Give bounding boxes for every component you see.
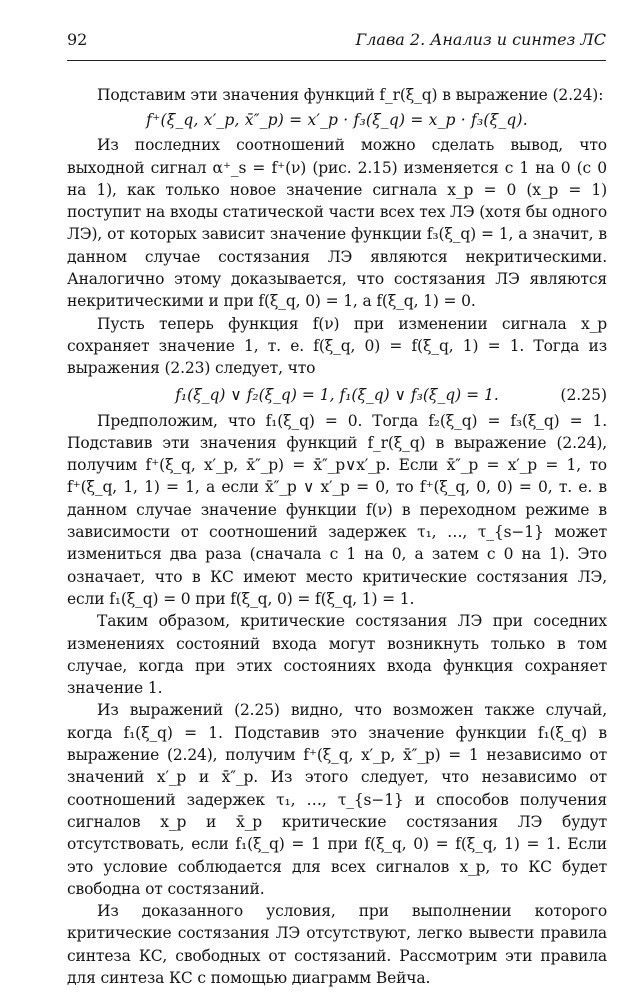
running-header [67, 30, 606, 49]
equation-2-25: f₁(ξ_q) ∨ f₂(ξ_q) = 1, f₁(ξ_q) ∨ f₃(ξ_q) = 1. [175, 385, 499, 404]
chapter-title: Глава 2. Анализ и синтез ЛС [355, 30, 606, 49]
equation-number: (2.25) [560, 385, 607, 404]
paragraph-noncritical-races: Из последних соотношений можно сделать вывод, что выходной сигнал α⁺_s = f⁺(ν) (рис. 2.15) изменяется с 1 на 0 (с 0 на 1), как только новое значение сигнала x_p = 0 (x_p = 1) поступит на входы статической части всех тех ЛЭ (хотя бы одного ЛЭ), от которых зависит значение функции f₃(ξ_q) = 1, а значит, в данном случае состязания ЛЭ являются некритическими. Аналогично этому доказывается, что состязания ЛЭ являются некритическими и при f(ξ_q, 0) = 1, а f(ξ_q, 1) = 0. [67, 136, 608, 311]
paragraph-substitution-intro: Подставим эти значения функций f_r(ξ_q) в выражение (2.24): [97, 86, 604, 104]
paragraph-conclusion: Таким образом, критические состязания ЛЭ при соседних изменениях состояний входа могут возникнуть только в том случае, когда при этих состояниях входа функция сохраняет значение 1. [67, 612, 607, 698]
equation-f-plus: f⁺(ξ_q, x′_p, x̄″_p) = x′_p · f₃(ξ_q) = x_p · f₃(ξ_q). [146, 111, 528, 130]
equation-2-25-row [67, 380, 607, 410]
page-body [67, 84, 607, 989]
header-rule [67, 60, 606, 61]
paragraph-function-keeps-one: Пусть теперь функция f(ν) при изменении сигнала x_p сохраняет значение 1, т. е. f(ξ_q, 0) = f(ξ_q, 1) = 1. Тогда из выражения (2.23) следует, что [67, 314, 607, 378]
paragraph-synthesis-rules: Из доказанного условия, при выполнении которого критические состязания ЛЭ отсутствуют, легко вывести правила синтеза КС, свободных от состязаний. Рассмотрим эти правила для синтеза КС с помощью диаграмм Вейча. [67, 902, 607, 987]
paragraph-race-free-condition: Из выражений (2.25) видно, что возможен также случай, когда f₁(ξ_q) = 1. Подставив это значение функции f₁(ξ_q) в выражение (2.24), получим f⁺(ξ_q, x′_p, x̄″_p) = 1 независимо от значений x′_p и x̄″_p. Из этого следует, что независимо от соотношений задержек τ₁, …, τ_{s−1} и способов получения сигналов x_p и x̄_p критические состязания ЛЭ будут отсутствовать, если f₁(ξ_q) = 1 при f(ξ_q, 0) = f(ξ_q, 1) = 1. Если это условие соблюдается для всех сигналов x_p, то КС будет свободна от состязаний. [67, 701, 607, 898]
paragraph-critical-races: Предположим, что f₁(ξ_q) = 0. Тогда f₂(ξ_q) = f₃(ξ_q) = 1. Подставив эти значения функций f_r(ξ_q) в выражение (2.24), получим f⁺(ξ_q, x′_p, x̄″_p) = x̄″_p∨x′_p. Если x̄″_p = x′_p = 1, то f⁺(ξ_q, 1, 1) = 1, а если x̄″_p ∨ x′_p = 0, то f⁺(ξ_q, 0, 0) = 0, т. е. в данном случае значение функции f(ν) в переходном режиме в зависимости от соотношений задержек τ₁, …, τ_{s−1} может измениться два раза (сначала с 1 на 0, а затем с 0 на 1). Это означает, что в КС имеют место критические состязания ЛЭ, если f₁(ξ_q) = 0 при f(ξ_q, 0) = f(ξ_q, 1) = 1. [67, 411, 607, 608]
page-number: 92 [67, 30, 88, 49]
